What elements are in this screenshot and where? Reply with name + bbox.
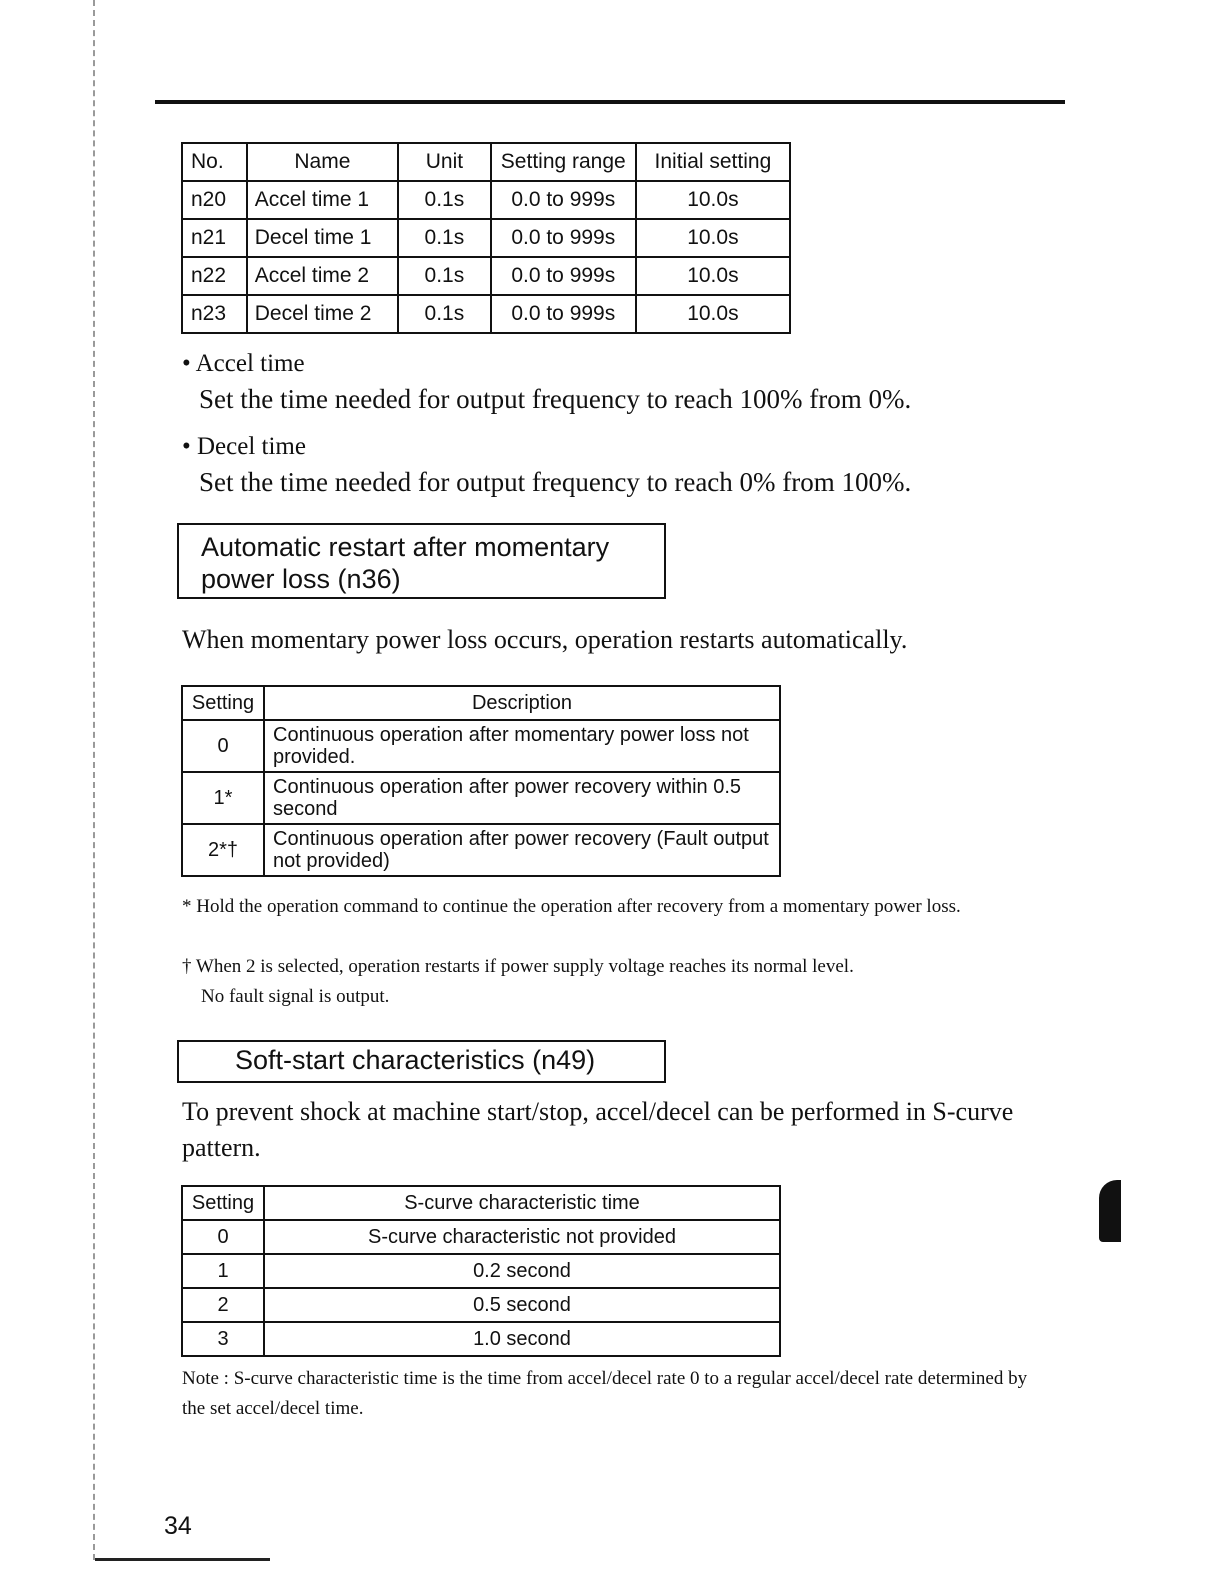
section-title-restart (177, 523, 666, 599)
col-header-initial: Initial setting (636, 143, 790, 181)
cell-description: Continuous operation after power recovery (Fault output not provided) (264, 824, 780, 876)
table-row (182, 720, 780, 772)
restart-settings-table (181, 685, 781, 877)
cell-setting: 0 (182, 720, 264, 772)
cell-initial: 10.0s (636, 295, 790, 333)
table-row (182, 824, 780, 876)
cell-initial: 10.0s (636, 181, 790, 219)
table-header-row (182, 143, 790, 181)
table-row (182, 219, 790, 257)
restart-intro: When momentary power loss occurs, operation restarts automatically. (182, 625, 908, 654)
cell-unit: 0.1s (398, 181, 491, 219)
cell-unit: 0.1s (398, 219, 491, 257)
bullet-decel-heading: • Decel time (182, 433, 306, 460)
cell-setting: 1 (182, 1254, 264, 1288)
scurve-note: Note : S-curve characteristic time is the time from accel/decel rate 0 to a regular accel/decel rate determined by the set accel/decel time. (182, 1368, 1028, 1419)
col-header-description: Description (264, 686, 780, 720)
cell-description: Continuous operation after power recovery within 0.5 second (264, 772, 780, 824)
page-number: 34 (164, 1512, 192, 1540)
cell-setting: 0 (182, 1220, 264, 1254)
cell-scurve-time: 0.2 second (264, 1254, 780, 1288)
header-rule (155, 100, 1065, 104)
cell-no: n21 (182, 219, 247, 257)
col-header-scurve-time: S-curve characteristic time (264, 1186, 780, 1220)
table-header-row (182, 1186, 780, 1220)
table-row (182, 1254, 780, 1288)
cell-initial: 10.0s (636, 219, 790, 257)
table-row (182, 1322, 780, 1356)
cell-setting: 1* (182, 772, 264, 824)
margin-dashed-line (93, 0, 95, 1560)
cell-initial: 10.0s (636, 257, 790, 295)
cell-name: Decel time 2 (247, 295, 398, 333)
scurve-table (181, 1185, 781, 1357)
col-header-setting: Setting (182, 1186, 264, 1220)
thumb-tab-marker (1099, 1180, 1121, 1242)
accel-decel-table (181, 142, 791, 334)
cell-name: Decel time 1 (247, 219, 398, 257)
cell-no: n23 (182, 295, 247, 333)
cell-setting: 2 (182, 1288, 264, 1322)
bottom-rule (95, 1558, 270, 1561)
cell-setting: 2*† (182, 824, 264, 876)
footnote-dagger: † When 2 is selected, operation restarts if power supply voltage reaches its normal level. (182, 956, 854, 977)
cell-scurve-time: 1.0 second (264, 1322, 780, 1356)
section-title-softstart: Soft-start characteristics (n49) (177, 1040, 666, 1083)
table-row (182, 257, 790, 295)
section-title-line: Automatic restart after momentary (201, 532, 610, 562)
bullet-decel-text: Set the time needed for output frequency to reach 0% from 100%. (199, 467, 912, 497)
cell-scurve-time: 0.5 second (264, 1288, 780, 1322)
cell-range: 0.0 to 999s (491, 257, 636, 295)
footnote-star: * Hold the operation command to continue the operation after recovery from a momentary power loss. (182, 896, 961, 917)
col-header-name: Name (247, 143, 398, 181)
cell-unit: 0.1s (398, 295, 491, 333)
cell-no: n22 (182, 257, 247, 295)
table-row (182, 772, 780, 824)
cell-range: 0.0 to 999s (491, 181, 636, 219)
col-header-range: Setting range (491, 143, 636, 181)
section-title-line: power loss (n36) (201, 564, 401, 594)
col-header-setting: Setting (182, 686, 264, 720)
softstart-intro: To prevent shock at machine start/stop, accel/decel can be performed in S-curve pattern. (182, 1097, 1014, 1162)
table-row (182, 1288, 780, 1322)
cell-name: Accel time 1 (247, 181, 398, 219)
table-row (182, 1220, 780, 1254)
cell-description: Continuous operation after momentary power loss not provided. (264, 720, 780, 772)
footnote-dagger-continued: No fault signal is output. (201, 986, 390, 1007)
cell-scurve-time: S-curve characteristic not provided (264, 1220, 780, 1254)
cell-setting: 3 (182, 1322, 264, 1356)
table-header-row (182, 686, 780, 720)
cell-range: 0.0 to 999s (491, 295, 636, 333)
cell-range: 0.0 to 999s (491, 219, 636, 257)
col-header-no: No. (182, 143, 247, 181)
col-header-unit: Unit (398, 143, 491, 181)
bullet-accel-heading: • Accel time (182, 350, 305, 377)
cell-unit: 0.1s (398, 257, 491, 295)
cell-name: Accel time 2 (247, 257, 398, 295)
bullet-accel-text: Set the time needed for output frequency to reach 100% from 0%. (199, 384, 912, 414)
table-row (182, 295, 790, 333)
cell-no: n20 (182, 181, 247, 219)
table-row (182, 181, 790, 219)
